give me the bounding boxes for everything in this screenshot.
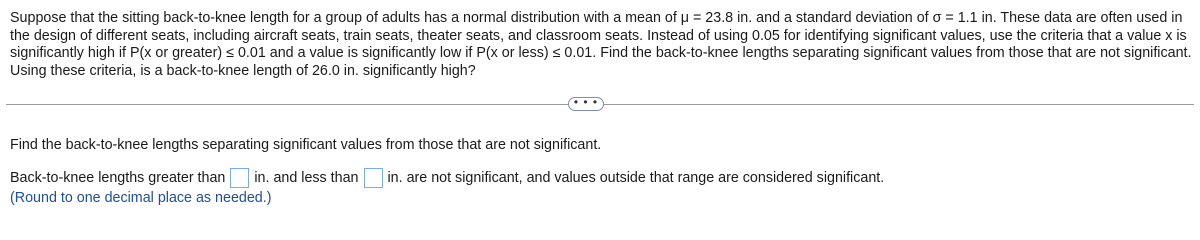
answer-suffix: in. are not significant, and values outside that range are considered significant. (387, 170, 885, 186)
answer-prefix: Back-to-knee lengths greater than (10, 170, 226, 186)
question-text: Find the back-to-knee lengths separating significant values from those that are not significant. (10, 137, 602, 153)
problem-statement (10, 10, 1192, 80)
problem-text: Suppose that the sitting back-to-knee length for a group of adults has a normal distribution with a mean of μ = 23.8 in. and a standard deviation of σ = 1.1 in. These data are often used in the design of different seats, including aircraft seats, train seats, theater seats, and classroom seats. Instead of using 0.05 for identifying significant values, use the criteria that a value x is significantly high if P(x or greater) ≤ 0.01 and a value is significantly low if P(x or less) ≤ 0.01. Find the back-to-knee lengths separating significant values from those that are not significant. Using these criteria, is a back-to-knee length of 26.0 in. significantly high? (10, 10, 1192, 79)
upper-bound-input[interactable] (364, 168, 383, 188)
rounding-hint: (Round to one decimal place as needed.) (10, 190, 272, 206)
answer-row (10, 167, 884, 189)
expand-more-button[interactable]: • • • (568, 97, 604, 111)
lower-bound-input[interactable] (230, 168, 249, 188)
answer-middle: in. and less than (254, 170, 359, 186)
